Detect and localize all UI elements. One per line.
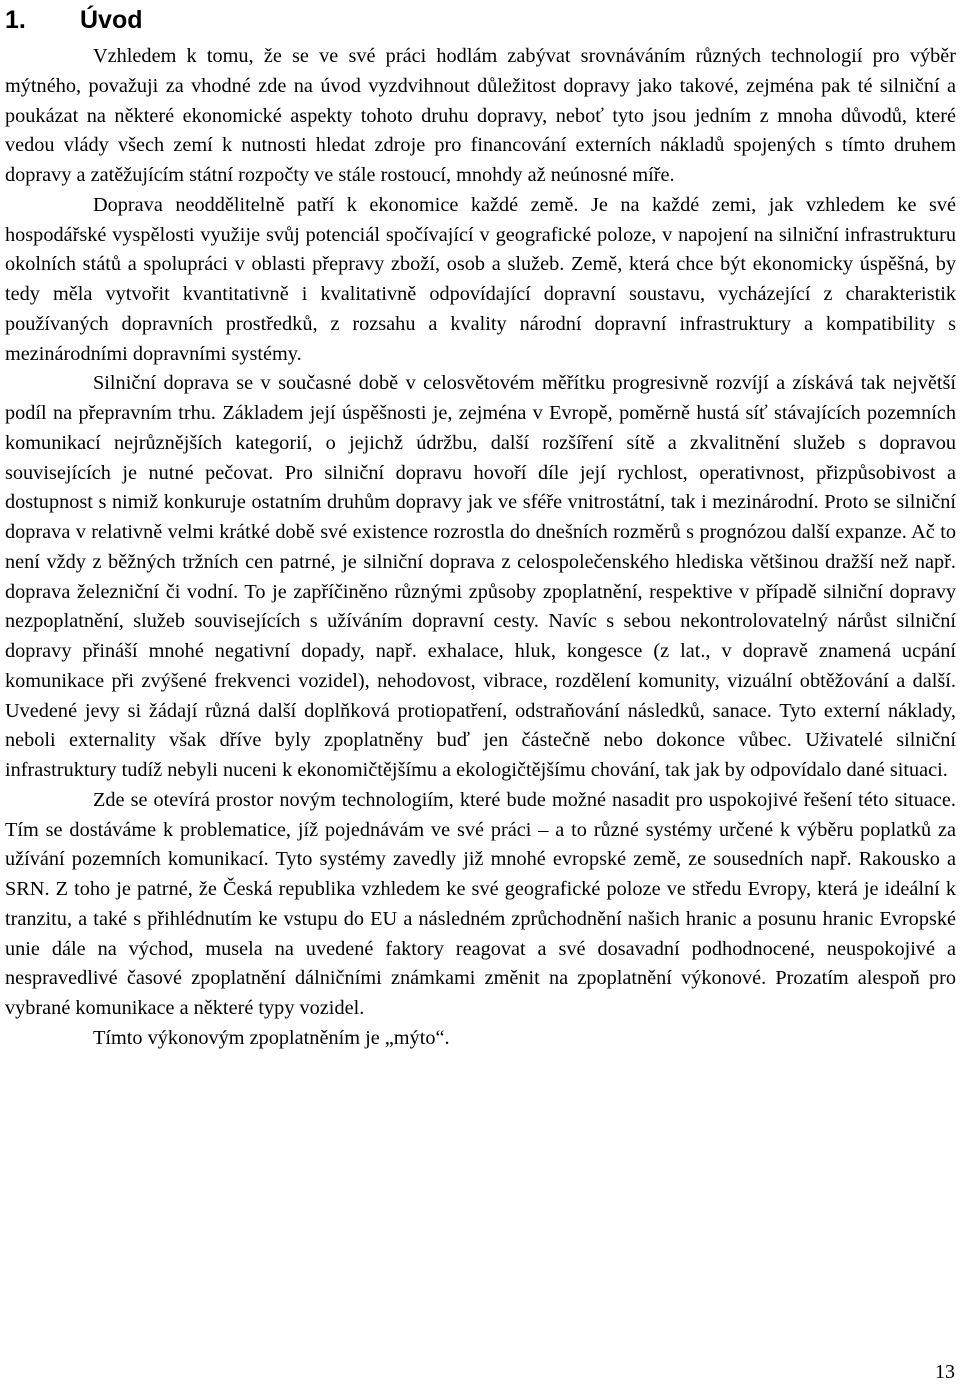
document-page	[5, 0, 956, 1054]
section-title: Úvod	[80, 6, 143, 34]
page-number: 13	[935, 1361, 955, 1383]
paragraph-1: Vzhledem k tomu, že se ve své práci hodlám zabývat srovnáváním různých technologií pro výběr mýtného, považuji za vhodné zde na úvod vyzdvihnout důležitost dopravy jako takové, zejména pak té silniční a poukázat na některé ekonomické aspekty tohoto druhu dopravy, neboť tyto jsou jedním z mnoha důvodů, které vedou vlády všech zemí k nutnosti hledat zdroje pro financování externích nákladů spojených s tímto druhem dopravy a zatěžujícím státní rozpočty ve stále rostoucí, mnohdy až neúnosné míře.	[5, 45, 956, 186]
paragraph-2: Doprava neoddělitelně patří k ekonomice každé země. Je na každé zemi, jak vzhledem ke své hospodářské vyspělosti využije svůj potenciál spočívající v geografické poloze, v napojení na silniční infrastrukturu okolních států a spolupráci v oblasti přepravy zboží, osob a služeb. Země, která chce být ekonomicky úspěšná, by tedy měla vytvořit kvantitativně i kvalitativně odpovídající dopravní soustavu, vycházející z charakteristik používaných dopravních prostředků, z rozsahu a kvality národní dopravní infrastruktury a kompatibility s mezinárodními dopravními systémy.	[5, 193, 956, 365]
paragraph-4: Zde se otevírá prostor novým technologiím, které bude možné nasadit pro uspokojivé řešení této situace. Tím se dostáváme k problematice, jíž pojednávám ve své práci – a to různé systémy určené k výběru poplatků za užívání pozemních komunikací. Tyto systémy zavedly již mnohé evropské země, ze sousedních např. Rakousko a SRN. Z toho je patrné, že Česká republika vzhledem ke své geografické poloze ve středu Evropy, která je ideální k tranzitu, a také s přihlédnutím ke vstupu do EU a následném zprůchodnění našich hranic a posunu hranic Evropské unie dále na východ, musela na uvedené faktory reagovat a své dosavadní podhodnocené, neuspokojivé a nespravedlivé časové zpoplatnění dálničními známkami změnit na zpoplatnění výkonové. Prozatím alespoň pro vybrané komunikace a některé typy vozidel.	[5, 788, 956, 1019]
section-heading	[5, 0, 956, 42]
paragraph-5: Tímto výkonovým zpoplatněním je „mýto“.	[93, 1026, 450, 1049]
paragraph-3: Silniční doprava se v současné době v celosvětovém měřítku progresivně rozvíjí a získává tak největší podíl na přepravním trhu. Základem její úspěšnosti je, zejména v Evropě, poměrně hustá síť stávajících pozemních komunikací nejrůznějších kategorií, o jejichž údržbu, další rozšíření sítě a zkvalitnění služeb s dopravou souvisejících je nutné pečovat. Pro silniční dopravu hovoří díle její rychlost, operativnost, přizpůsobivost a dostupnost s nimiž konkuruje ostatním druhům dopravy jak ve sféře vnitrostátní, tak i mezinárodní. Proto se silniční doprava v relativně velmi krátké době své existence rozrostla do dnešních rozměrů s prognózou další expanze. Ač to není vždy z běžných tržních cen patrné, je silniční doprava z celospolečenského hlediska většinou dražší než např. doprava železniční či vodní. To je zapříčiněno různými způsoby zpoplatnění, respektive v případě silniční dopravy nezpoplatnění, služeb souvisejících s užíváním dopravní cesty. Navíc s sebou nekontrolovatelný nárůst silniční dopravy přináší mnohé negativní dopady, např. exhalace, hluk, kongesce (z lat., v dopravě znamená ucpání komunikace při zvýšené frekvenci vozidel), nehodovost, vibrace, rozdělení komunity, vizuální obtěžování a další. Uvedené jevy si žádají různá další doplňková protiopatření, odstraňování následků, sanace. Tyto externí náklady, neboli externality však dříve byly zpoplatněny buď jen částečně nebo dokonce vůbec. Uživatelé silniční infrastruktury tudíž nebyli nuceni k ekonomičtějšímu a ekologičtějšímu chování, tak jak by odpovídalo dané situaci.	[5, 372, 956, 781]
section-number: 1.	[5, 6, 26, 34]
